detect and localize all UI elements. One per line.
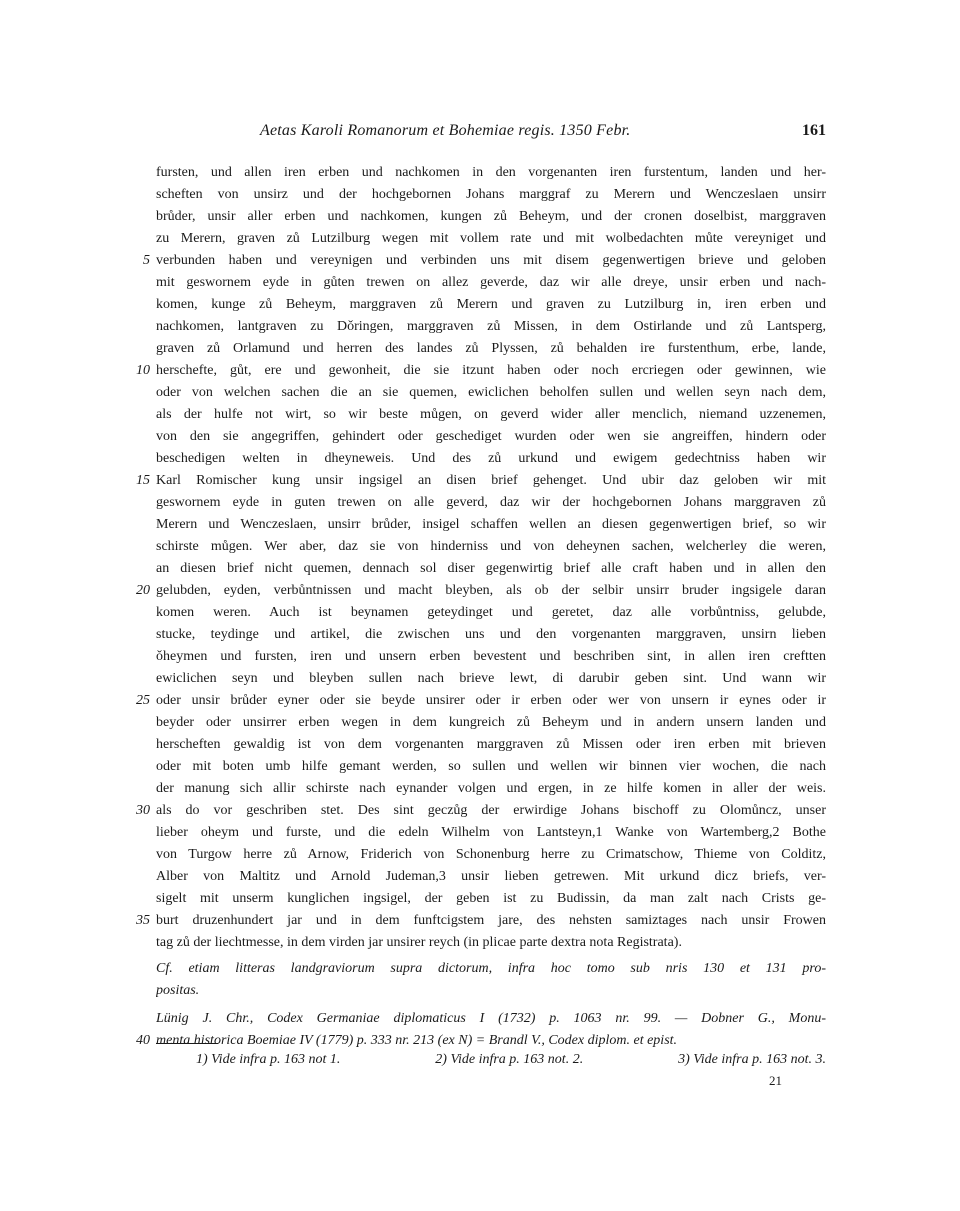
line-number: 10	[136, 363, 150, 378]
footnote-2: 2) Vide infra p. 163 not. 2.	[435, 1052, 584, 1067]
line-number: 25	[136, 693, 150, 708]
text-line: verbunden haben und vereynigen und verbinden uns mit disem gegenwertigen brieve und geloben	[156, 253, 826, 268]
text-line: der manung sich allir schirste nach eynander volgen und ergen, in ze hilfe komen in aller der weis.	[156, 781, 826, 796]
text-line: als der hulfe not wirt, so wir beste můgen, on geverd wider aller menclich, niemand uzzenemen,	[156, 407, 826, 422]
text-line: schirste můgen. Wer aber, daz sie von hinderniss und von deheynen sachen, welcherley die weren,	[156, 539, 826, 554]
text-line: als do vor geschriben stet. Des sint geczůg der erwirdige Johans bischoff zu Olomůncz, unser	[156, 803, 826, 818]
text-line: tag zů der liechtmesse, in dem virden jar unsirer reych (in plicae parte dextra nota Registrata).	[156, 935, 682, 950]
text-line: burt druzenhundert jar und in dem funftcigstem jare, des nehsten samiztages nach unsir Frowen	[156, 913, 826, 928]
text-line: Alber von Maltitz und Arnold Judeman,3 unsir lieben getrewen. Mit urkund dicz briefs, ver-	[156, 869, 826, 884]
text-line: graven zů Orlamund und herren des landes zů Plyssen, zů behalden ire furstenthum, erbe, lande,	[156, 341, 826, 356]
text-line: von Turgow herre zů Arnow, Friderich von Schonenburg herre zu Crimatschow, Thieme von Colditz,	[156, 847, 826, 862]
text-line: herschefte, gůt, ere und gewonheit, die sie itzunt haben oder noch ercriegen oder gewinnen, wie	[156, 363, 826, 378]
text-line: ǒheymen und fursten, iren und unsern erben bevestent und beschriben sint, in allen iren creftten	[156, 649, 826, 664]
text-line: beschedigen welten in dheyneweis. Und des zů urkund und ewigem gedechtniss haben wir	[156, 451, 826, 466]
footnotes	[196, 1049, 826, 1071]
line-number: 35	[136, 913, 150, 928]
text-line: an diesen brief nicht quemen, dennach sol diser gegenwirtig brief alle craft haben und in allen den	[156, 561, 826, 576]
text-line: herscheften gewaldig ist von dem vorgenanten marggraven zů Missen oder iren erben mit brieven	[156, 737, 826, 752]
running-title: Aetas Karoli Romanorum et Bohemiae regis. 1350 Febr.	[260, 122, 631, 139]
text-line: Karl Romischer kung unsir ingsigel an disen brief gehenget. Und ubir daz geloben wir mit	[156, 473, 826, 488]
text-line: scheften von unsirz und der hochgebornen Johans marggraf zu Merern und Wenczeslaen unsirr	[156, 187, 826, 202]
text-line: brůder, unsir aller erben und nachkomen, kungen zů Beheym, und der cronen doselbist, marggraven	[156, 209, 826, 224]
signature-mark: 21	[769, 1073, 782, 1088]
text-line: komen weren. Auch ist beynamen geteydinget und geretet, daz alle vorbůntniss, gelubde,	[156, 605, 826, 620]
text-line: lieber oheym und furste, und die edeln Wilhelm von Lantsteyn,1 Wanke von Wartemberg,2 Bothe	[156, 825, 826, 840]
text-line: Cf. etiam litteras landgraviorum supra dictorum, infra hoc tomo sub nris 130 et 131 pro-	[156, 961, 826, 976]
line-number: 30	[136, 803, 150, 818]
footnote-1: 1) Vide infra p. 163 not 1.	[196, 1052, 341, 1067]
page-number: 161	[802, 122, 826, 139]
text-line: nachkomen, lantgraven zu Dǒringen, marggraven zů Missen, in dem Ostirlande und zů Lantsperg,	[156, 319, 826, 334]
line-number: 5	[143, 253, 150, 268]
text-line: zu Merern, graven zů Lutzilburg wegen mit vollem rate und mit wolbedachten můte vereyniget und	[156, 231, 826, 246]
footnote-rule	[156, 1043, 218, 1044]
text-line: positas.	[156, 983, 200, 998]
text-line: gelubden, eyden, verbůntnissen und macht bleyben, als ob der selbir unsirr bruder ingsigele daran	[156, 583, 826, 598]
text-line: sigelt mit unserm kunglichen ingsigel, der geben ist zu Budissin, da man zalt nach Crists ge-	[156, 891, 826, 906]
text-line: beyder oder unsirrer erben wegen in dem kungreich zů Beheym und in andern unsern landen und	[156, 715, 826, 730]
line-number: 15	[136, 473, 150, 488]
text-line: stucke, teydinge und artikel, die zwischen uns und den vorgenanten marggraven, unsirn lieben	[156, 627, 826, 642]
text-line: menta historica Boemiae IV (1779) p. 333 nr. 213 (ex N) = Brandl V., Codex diplom. et epist.	[156, 1033, 678, 1048]
text-line: mit geswornem eyde in gůten trewen on allez geverde, daz wir alle dreye, unsir erben und nach-	[156, 275, 826, 290]
line-number: 20	[136, 583, 150, 598]
text-line: von den sie angegriffen, gehindert oder geschediget wurden oder wen sie angreiffen, hindern oder	[156, 429, 826, 444]
page-header	[156, 122, 826, 144]
line-number: 40	[136, 1033, 150, 1048]
text-line: fursten, und allen iren erben und nachkomen in den vorgenanten iren furstentum, landen und her-	[156, 165, 826, 180]
text-line: oder mit boten umb hilfe gemant werden, so sullen und wellen wir binnen vier wochen, die nach	[156, 759, 826, 774]
text-line: Lünig J. Chr., Codex Germaniae diplomaticus I (1732) p. 1063 nr. 99. — Dobner G., Monu-	[156, 1011, 826, 1026]
text-line: komen, kunge zů Beheym, marggraven zů Merern und graven zu Lutzilburg in, iren erben und	[156, 297, 826, 312]
text-line: ewiclichen seyn und bleyben sullen nach brieve lewt, di darubir geben sint. Und wann wir	[156, 671, 826, 686]
text-line: oder unsir brůder eyner oder sie beyde unsirer oder ir erben oder wer von unsern ir eynes oder ir	[156, 693, 826, 708]
footnote-3: 3) Vide infra p. 163 not. 3.	[678, 1052, 826, 1067]
text-line: Merern und Wenczeslaen, unsirr brůder, insigel schaffen wellen an diesen gegenwertigen brief, so wir	[156, 517, 826, 532]
text-line: geswornem eyde in guten trewen on alle geverd, daz wir der hochgebornen Johans marggraven zů	[156, 495, 826, 510]
text-line: oder von welchen sachen die an sie quemen, ewiclichen beholfen sullen und wellen seyn nach dem,	[156, 385, 826, 400]
